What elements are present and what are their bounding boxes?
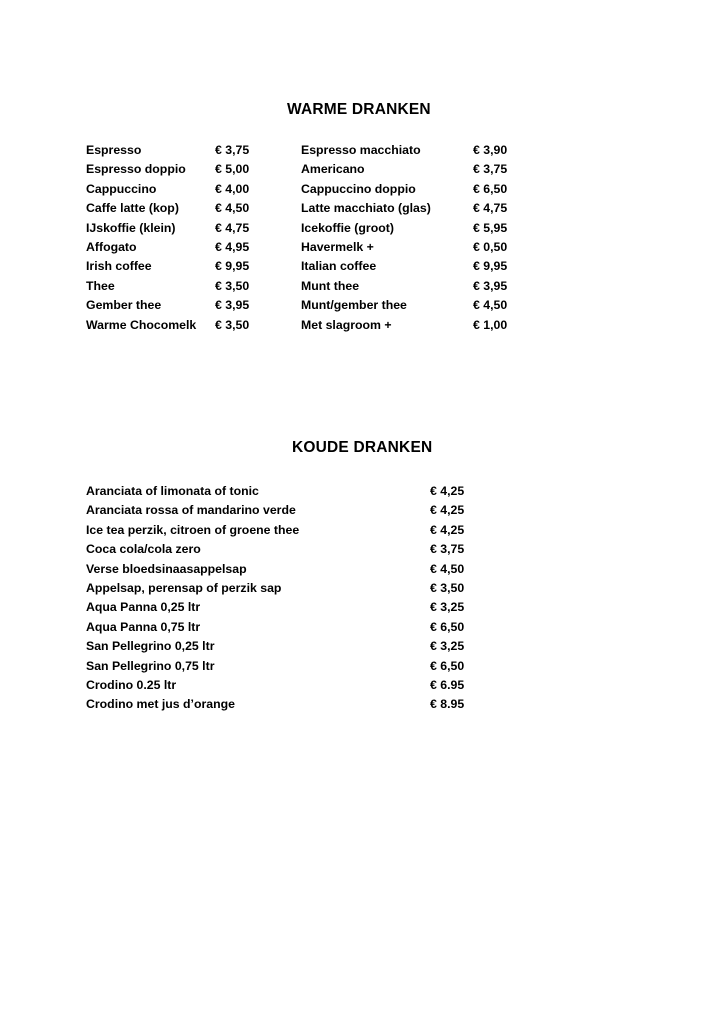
menu-item-name: Espresso doppio xyxy=(86,162,186,177)
cold-drinks-title: KOUDE DRANKEN xyxy=(292,439,433,456)
menu-item-price: € 6,50 xyxy=(430,619,465,634)
menu-item-price: € 5,95 xyxy=(473,220,508,235)
menu-item-name: Munt thee xyxy=(301,278,360,293)
menu-item-price: € 6.95 xyxy=(430,678,465,692)
menu-item-name: Icekoffie (groot) xyxy=(301,220,394,235)
menu-item-price: € 1,00 xyxy=(473,317,508,332)
menu-item-name: Warme Chocomelk xyxy=(86,317,197,332)
menu-item-price: € 4,25 xyxy=(430,522,465,537)
menu-item-price: € 3,25 xyxy=(430,639,465,654)
cold-drinks-row xyxy=(0,501,724,520)
menu-item-price: € 9,95 xyxy=(473,259,508,274)
cold-drinks-row xyxy=(0,560,724,579)
menu-item-price: € 3,75 xyxy=(215,143,250,157)
menu-item-name: Aranciata rossa of mandarino verde xyxy=(86,503,296,518)
cold-drinks-row xyxy=(0,579,724,598)
cold-drinks-row xyxy=(0,637,724,656)
menu-item-name: Thee xyxy=(86,278,115,293)
menu-item-price: € 6,50 xyxy=(430,658,465,673)
menu-item-price: € 4,50 xyxy=(473,298,508,313)
menu-item-price: € 4,50 xyxy=(215,201,250,216)
menu-item-price: € 4,75 xyxy=(473,201,508,216)
menu-item-name: Ice tea perzik, citroen of groene thee xyxy=(86,522,300,537)
menu-item-name: Irish coffee xyxy=(86,259,152,274)
menu-item-price: € 3,50 xyxy=(215,317,250,332)
warm-drinks-row xyxy=(0,277,724,296)
warm-drinks-row xyxy=(0,160,724,179)
warm-drinks-row xyxy=(0,296,724,315)
menu-item-name: Aqua Panna 0,25 ltr xyxy=(86,600,201,615)
cold-drinks-row xyxy=(0,657,724,676)
cold-drinks-row xyxy=(0,676,724,695)
cold-drinks-row xyxy=(0,598,724,617)
menu-item-name: Italian coffee xyxy=(301,259,377,274)
menu-item-price: € 3,25 xyxy=(430,600,465,615)
cold-drinks-row xyxy=(0,482,724,501)
menu-item-name: Cappuccino xyxy=(86,181,157,196)
menu-item-price: € 3,50 xyxy=(430,581,465,595)
menu-item-name: Aranciata of limonata of tonic xyxy=(86,484,259,498)
menu-item-name: Havermelk + xyxy=(301,240,374,254)
menu-item-name: Aqua Panna 0,75 ltr xyxy=(86,619,201,634)
menu-item-price: € 3,90 xyxy=(473,143,508,157)
warm-drinks-row xyxy=(0,316,724,335)
menu-item-price: € 3,50 xyxy=(215,278,250,293)
warm-drinks-row xyxy=(0,238,724,257)
menu-item-name: San Pellegrino 0,75 ltr xyxy=(86,658,215,673)
menu-item-price: € 6,50 xyxy=(473,181,508,196)
menu-item-price: € 3,95 xyxy=(473,278,508,293)
menu-item-name: Americano xyxy=(301,162,365,177)
menu-item-name: Affogato xyxy=(86,240,137,254)
menu-item-name: Coca cola/cola zero xyxy=(86,542,201,557)
menu-item-name: Crodino met jus d’orange xyxy=(86,697,235,712)
warm-drinks-title: WARME DRANKEN xyxy=(287,101,431,118)
menu-item-name: Met slagroom + xyxy=(301,317,392,332)
menu-item-name: Espresso macchiato xyxy=(301,143,421,157)
menu-item-price: € 4,00 xyxy=(215,181,250,196)
warm-drinks-row xyxy=(0,180,724,199)
menu-item-name: Crodino 0.25 ltr xyxy=(86,678,177,692)
menu-item-price: € 0,50 xyxy=(473,240,508,254)
menu-item-name: Cappuccino doppio xyxy=(301,181,416,196)
warm-drinks-row xyxy=(0,199,724,218)
menu-item-price: € 4,50 xyxy=(430,561,465,576)
menu-item-name: IJskoffie (klein) xyxy=(86,220,176,235)
warm-drinks-row xyxy=(0,257,724,276)
menu-item-price: € 4,25 xyxy=(430,503,465,518)
menu-item-name: Gember thee xyxy=(86,298,162,313)
menu-item-price: € 5,00 xyxy=(215,162,250,177)
menu-item-price: € 3,75 xyxy=(473,162,508,177)
menu-item-price: € 3,75 xyxy=(430,542,465,557)
cold-drinks-row xyxy=(0,540,724,559)
menu-item-price: € 4,75 xyxy=(215,220,250,235)
menu-item-name: Caffe latte (kop) xyxy=(86,201,179,216)
warm-drinks-row xyxy=(0,219,724,238)
menu-item-name: Appelsap, perensap of perzik sap xyxy=(86,581,282,595)
menu-item-price: € 4,25 xyxy=(430,484,465,498)
warm-drinks-row xyxy=(0,141,724,160)
menu-item-price: € 3,95 xyxy=(215,298,250,313)
menu-item-name: Espresso xyxy=(86,143,142,157)
menu-item-name: San Pellegrino 0,25 ltr xyxy=(86,639,215,654)
cold-drinks-row xyxy=(0,695,724,714)
menu-item-price: € 9,95 xyxy=(215,259,250,274)
cold-drinks-row xyxy=(0,618,724,637)
menu-item-name: Munt/gember thee xyxy=(301,298,407,313)
menu-item-price: € 8.95 xyxy=(430,697,465,712)
menu-item-name: Latte macchiato (glas) xyxy=(301,201,431,216)
menu-item-name: Verse bloedsinaasappelsap xyxy=(86,561,247,576)
menu-item-price: € 4,95 xyxy=(215,240,250,254)
cold-drinks-row xyxy=(0,521,724,540)
